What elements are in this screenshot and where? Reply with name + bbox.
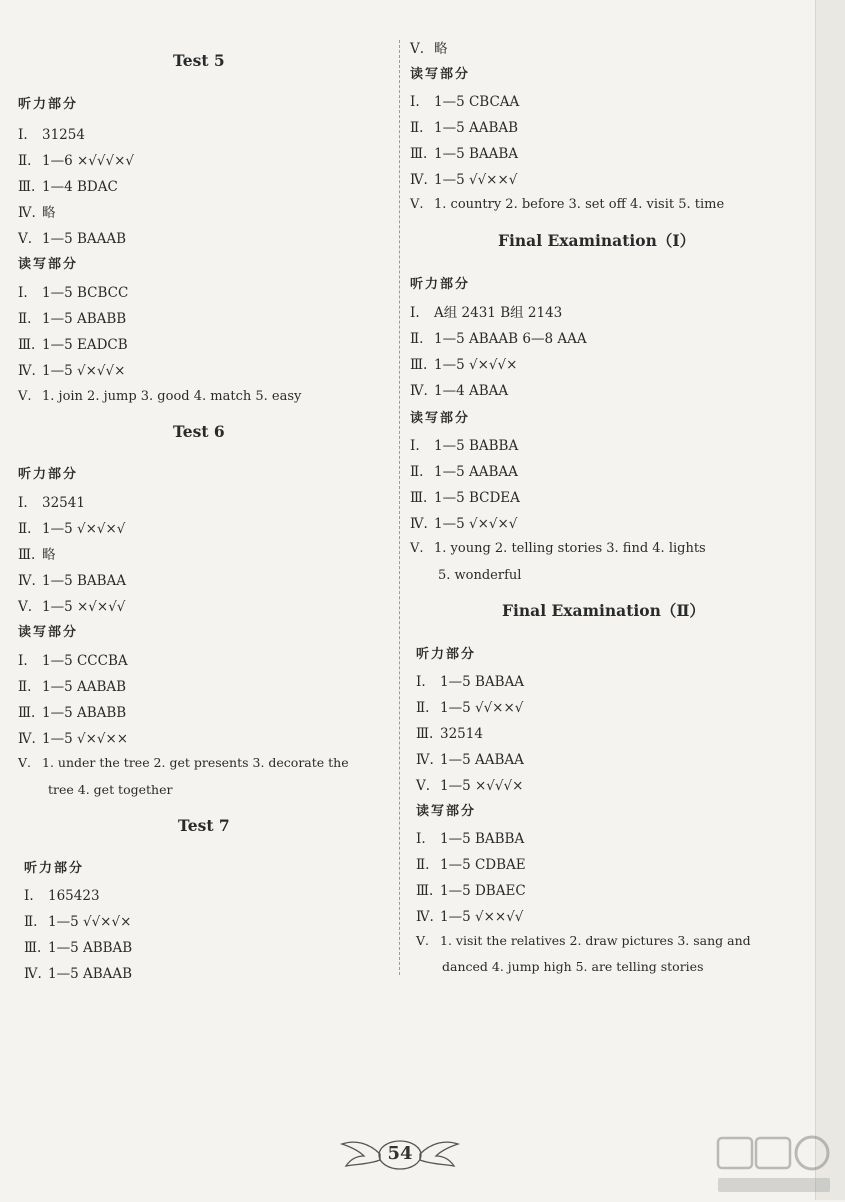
test5-rw-5: Ⅴ. 1. join 2. jump 3. good 4. match 5. easy xyxy=(18,389,302,404)
final1-rw-header: 读写部分 xyxy=(410,411,471,426)
test6-rw-5-continued: tree 4. get together xyxy=(48,782,173,797)
final1-rw-2: Ⅱ. 1—5 AABAA xyxy=(410,464,518,480)
test6-listening-1: Ⅰ. 32541 xyxy=(18,495,85,511)
test7-listening-1: Ⅰ. 165423 xyxy=(24,888,100,904)
test5-listening-1: Ⅰ. 31254 xyxy=(18,127,85,143)
final1-listening-header: 听力部分 xyxy=(410,277,471,292)
watermark-logo xyxy=(712,1128,837,1198)
final2-rw-5: Ⅴ. 1. visit the relatives 2. draw pictures 3. sang and xyxy=(416,933,751,948)
test7-title: Test 7 xyxy=(178,816,230,835)
test6-listening-4: Ⅳ. 1—5 BABAA xyxy=(18,573,127,589)
final2-listening-header: 听力部分 xyxy=(416,647,477,662)
final2-listening-1: Ⅰ. 1—5 BABAA xyxy=(416,674,525,690)
test6-listening-2: Ⅱ. 1—5 √×√×√ xyxy=(18,521,126,537)
column-divider xyxy=(399,40,400,975)
final1-listening-1: Ⅰ. A组 2431 B组 2143 xyxy=(410,305,563,321)
test7-listening-3: Ⅲ. 1—5 ABBAB xyxy=(24,940,133,956)
test7-rw-header: 读写部分 xyxy=(410,67,471,82)
test5-listening-2: Ⅱ. 1—6 ×√√√×√ xyxy=(18,153,135,169)
test7-rw-2: Ⅱ. 1—5 AABAB xyxy=(410,120,519,136)
final2-title: Final Examination（Ⅱ） xyxy=(502,601,705,620)
final2-rw-2: Ⅱ. 1—5 CDBAE xyxy=(416,857,526,873)
test5-rw-3: Ⅲ. 1—5 EADCB xyxy=(18,337,128,353)
page-number-ornament xyxy=(340,1134,460,1174)
final1-rw-5-continued: 5. wonderful xyxy=(438,568,522,583)
final2-listening-4: Ⅳ. 1—5 AABAA xyxy=(416,752,524,768)
answer-site-logo-icon xyxy=(712,1128,837,1198)
test7-rw-5: Ⅴ. 1. country 2. before 3. set off 4. visit 5. time xyxy=(410,197,725,212)
test5-rw-2: Ⅱ. 1—5 ABABB xyxy=(18,311,127,327)
final1-listening-3: Ⅲ. 1—5 √×√√× xyxy=(410,357,518,373)
test7-rw-3: Ⅲ. 1—5 BAABA xyxy=(410,146,519,162)
final2-rw-header: 读写部分 xyxy=(416,804,477,819)
test7-listening-header: 听力部分 xyxy=(24,861,85,876)
test6-rw-1: Ⅰ. 1—5 CCCBA xyxy=(18,653,128,669)
test7-listening-2: Ⅱ. 1—5 √√×√× xyxy=(24,914,132,930)
test7-listening-5: Ⅴ. 略 xyxy=(410,41,448,57)
final1-rw-5: Ⅴ. 1. young 2. telling stories 3. find 4. lights xyxy=(410,541,706,556)
page-number: 54 xyxy=(387,1143,413,1164)
page-edge-shadow xyxy=(815,0,845,1200)
final2-rw-4: Ⅳ. 1—5 √××√√ xyxy=(416,909,524,925)
final1-rw-1: Ⅰ. 1—5 BABBA xyxy=(410,438,519,454)
test5-listening-4: Ⅳ. 略 xyxy=(18,205,56,221)
test7-rw-4: Ⅳ. 1—5 √√××√ xyxy=(410,172,518,188)
test6-rw-5: Ⅴ. 1. under the tree 2. get presents 3. decorate the xyxy=(18,755,349,770)
test7-rw-1: Ⅰ. 1—5 CBCAA xyxy=(410,94,520,110)
final1-listening-2: Ⅱ. 1—5 ABAAB 6—8 AAA xyxy=(410,331,587,347)
final2-listening-3: Ⅲ. 32514 xyxy=(416,726,483,742)
test6-rw-header: 读写部分 xyxy=(18,625,79,640)
final1-title: Final Examination（Ⅰ） xyxy=(498,231,696,250)
test6-rw-3: Ⅲ. 1—5 ABABB xyxy=(18,705,127,721)
test5-listening-3: Ⅲ. 1—4 BDAC xyxy=(18,179,118,195)
test6-listening-header: 听力部分 xyxy=(18,467,79,482)
test5-rw-4: Ⅳ. 1—5 √×√√× xyxy=(18,363,126,379)
test5-rw-1: Ⅰ. 1—5 BCBCC xyxy=(18,285,129,301)
final1-rw-4: Ⅳ. 1—5 √×√×√ xyxy=(410,516,518,532)
test6-listening-3: Ⅲ. 略 xyxy=(18,547,56,563)
final1-rw-3: Ⅲ. 1—5 BCDEA xyxy=(410,490,520,506)
test5-listening-5: Ⅴ. 1—5 BAAAB xyxy=(18,231,127,247)
final2-rw-3: Ⅲ. 1—5 DBAEC xyxy=(416,883,526,899)
test5-rw-header: 读写部分 xyxy=(18,257,79,272)
test6-rw-2: Ⅱ. 1—5 AABAB xyxy=(18,679,127,695)
test6-title: Test 6 xyxy=(173,422,225,441)
final1-listening-4: Ⅳ. 1—4 ABAA xyxy=(410,383,509,399)
final2-rw-1: Ⅰ. 1—5 BABBA xyxy=(416,831,525,847)
test5-title: Test 5 xyxy=(173,51,225,70)
test5-listening-header: 听力部分 xyxy=(18,97,79,112)
test7-listening-4: Ⅳ. 1—5 ABAAB xyxy=(24,966,133,982)
final2-listening-5: Ⅴ. 1—5 ×√√√× xyxy=(416,778,524,794)
final2-rw-5-continued: danced 4. jump high 5. are telling stories xyxy=(442,959,704,974)
final2-listening-2: Ⅱ. 1—5 √√××√ xyxy=(416,700,524,716)
test6-rw-4: Ⅳ. 1—5 √×√×× xyxy=(18,731,129,747)
test6-listening-5: Ⅴ. 1—5 ×√×√√ xyxy=(18,599,126,615)
